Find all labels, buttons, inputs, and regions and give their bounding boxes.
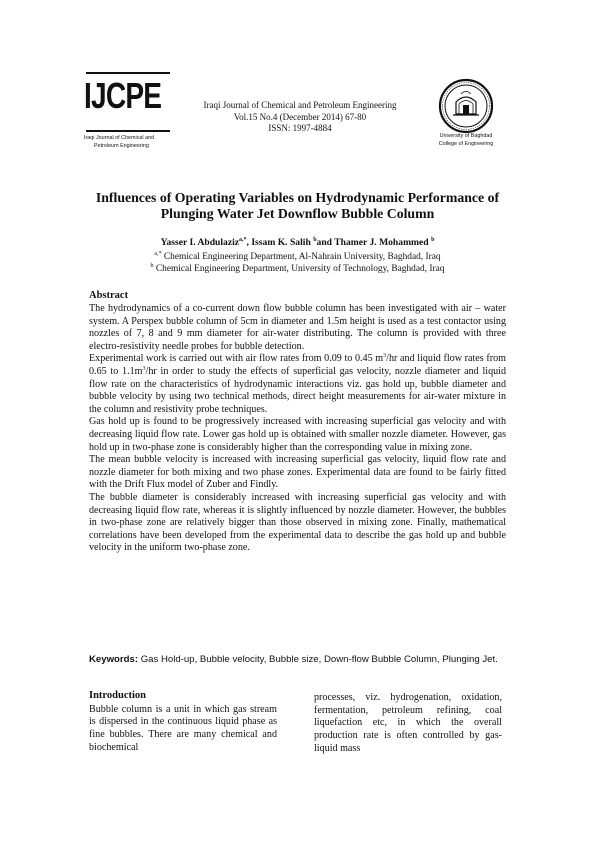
author-list	[60, 237, 535, 249]
abstract-paragraph-2	[89, 353, 506, 416]
journal-name: Iraqi Journal of Chemical and Petroleum Engineering	[203, 100, 397, 110]
logo-caption-line2: Petroleum Engineering	[94, 143, 149, 149]
journal-logo	[84, 72, 174, 149]
abstract-p2-sup1: 3	[383, 353, 387, 360]
intro-right-column	[314, 692, 502, 756]
author-1: Yasser I. Abdulaziz	[160, 237, 240, 248]
paper-title	[60, 190, 535, 222]
author-2: , Issam K. Salih	[246, 237, 311, 248]
abstract-p2-part1: Experimental work is carried out with air flow rates from 0.09 to 0.45 m	[89, 353, 384, 365]
intro-left-column	[89, 690, 277, 755]
affiliation-b	[60, 263, 535, 275]
logo-caption	[84, 134, 174, 150]
affiliation-b-mark: b	[150, 263, 154, 269]
affiliation-a-mark: a,*	[154, 251, 162, 257]
introduction-heading: Introduction	[89, 690, 146, 701]
abstract-paragraph-1: The hydrodynamics of a co-current down flow bubble column has been investigated with air – water system. A Perspex bubble column of 5cm in diameter and 1.5m height is used as a test contactor using nozzles of 7, 8 and 9 mm diameter for air-water distributing. The column is provided with three electro-resistivity needle probes for bubble detection.	[89, 303, 506, 352]
logo-bottom-rule	[86, 130, 170, 132]
abstract-p2-sup2: 3	[142, 365, 146, 372]
affiliation-a	[60, 251, 535, 263]
affiliation-a-text: Chemical Engineering Department, Al-Nahrain University, Baghdad, Iraq	[161, 252, 441, 262]
abstract-p2-part3: /hr in order to study the effects of superficial gas velocity, nozzle diameter and liquid flow rate on the characteristics of hydrodynamic interactions viz. gas hold up, bubble diameter and bubble velocity by using two technical methods, direct height measurements for air-water mixture in the column and resistivity probe techniques.	[89, 365, 507, 415]
keywords-text: Gas Hold-up, Bubble velocity, Bubble size, Down-flow Bubble Column, Plunging Jet.	[138, 654, 498, 665]
university-name: University of Baghdad	[439, 133, 493, 139]
abstract-body	[89, 303, 506, 555]
author-3-affil-mark: b	[431, 237, 435, 243]
abstract-p2-part2: /hr and liquid flow rates from 0.65 to 1.1m	[89, 353, 506, 377]
title-line2: Plunging Water Jet Downflow Bubble Column	[160, 206, 435, 221]
abstract-paragraph-5: The bubble diameter is considerably increased with increasing superficial gas velocity and with decreasing liquid flow rate, whereas it is slightly influenced by nozzle diameter. However, the bubbles in two-phase zone are relatively bigger than those observed in mixing zone. Finally, mathematical correlations have been developed from the experimental data to describe the gas hold up and bubble velocity in the uniform two-phase zone.	[89, 491, 506, 554]
keywords	[89, 653, 506, 666]
abstract-paragraph-3: Gas hold up is found to be progressively increased with increasing superficial gas velocity and with decreasing liquid flow rate. Lower gas hold up is obtained with smaller nozzle diameter. However, gas hold up in two-phase zone is considerably higher than the corresponding value in mixing zone.	[89, 416, 506, 453]
college-name: College of Engineering	[438, 140, 494, 147]
abstract-paragraph-4: The mean bubble velocity is increased with increasing superficial gas velocity, liquid flow rate and nozzle diameter for both mixing and two phase zones. Experimental data are found to be fairly fitted with the Drift Flux model of Zuber and Findly.	[89, 454, 506, 491]
author-3: and Thamer J. Mohammed	[316, 237, 429, 248]
journal-issn: ISSN: 1997-4884	[268, 123, 332, 133]
keywords-label: Keywords:	[89, 654, 139, 665]
logo-caption-line1: Iraqi Journal of Chemical and	[84, 135, 155, 141]
intro-left-text: Bubble column is a unit in which gas stream is dispersed in the continuous liquid phase as fine bubbles. There are many chemical and biochemical	[89, 703, 277, 753]
abstract-heading: Abstract	[89, 290, 129, 301]
university-caption	[431, 133, 501, 148]
author-2-affil-mark: b	[313, 237, 317, 243]
intro-right-text: processes, viz. hydrogenation, oxidation, fermentation, petroleum refining, coal liquefaction etc, in which the overall production rate is often controlled by gas-liquid mass	[314, 692, 502, 754]
journal-volume: Vol.15 No.4 (December 2014) 67-80	[233, 111, 367, 122]
title-line1: Influences of Operating Variables on Hydrodynamic Performance of	[95, 190, 500, 205]
university-seal-icon	[431, 78, 501, 134]
logo-top-rule	[86, 72, 170, 74]
author-1-affil-mark: a,*	[239, 237, 247, 243]
logo-wordmark: IJCPE	[84, 75, 162, 116]
affiliation-b-text: Chemical Engineering Department, University of Technology, Baghdad, Iraq	[153, 264, 445, 274]
journal-info	[165, 100, 435, 135]
